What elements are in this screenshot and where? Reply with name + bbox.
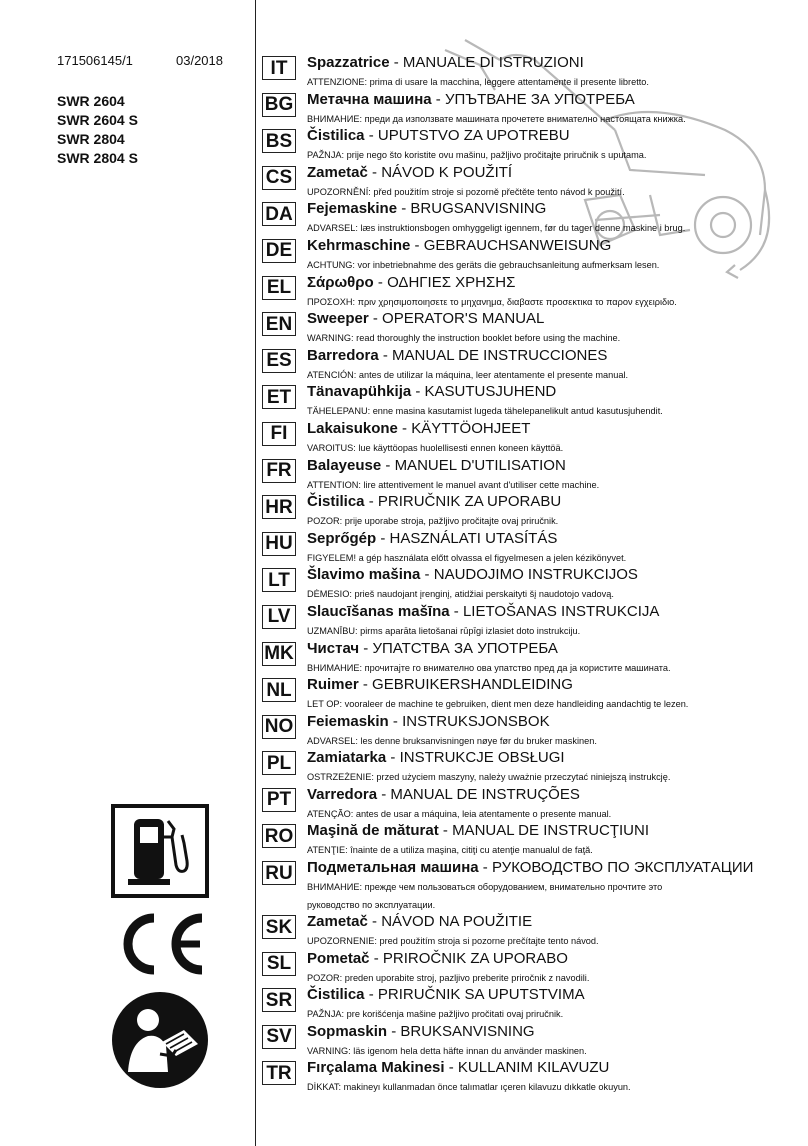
warning-text: OSTRZEŻENIE: przed użyciem maszyny, należy uważnie przeczytać niniejszą instrukcję. bbox=[307, 772, 671, 783]
language-code: CS bbox=[262, 166, 296, 190]
language-entry-mk bbox=[262, 640, 802, 677]
language-entry-nl bbox=[262, 676, 802, 713]
language-title-line: Balayeuse - MANUEL D'UTILISATION bbox=[307, 456, 566, 474]
machine-name: Pometač bbox=[307, 949, 370, 967]
machine-name: Ruimer bbox=[307, 676, 359, 694]
warning-text: POZOR: preden uporabite stroj, pazljivo preberite priročnik z navodili. bbox=[307, 972, 590, 983]
language-code: RU bbox=[262, 861, 296, 885]
machine-name: Seprőgép bbox=[307, 529, 377, 547]
ce-mark-icon bbox=[110, 908, 210, 980]
language-title-line: Čistilica - PRIRUČNIK SA UPUTSTVIMA bbox=[307, 986, 585, 1004]
warning-text: ATTENZIONE: prima di usare la macchina, leggere attentamente il presente libretto. bbox=[307, 77, 649, 87]
manual-title: PRIRUČNIK SA UPUTSTVIMA bbox=[377, 986, 585, 1004]
language-entry-de bbox=[262, 237, 802, 274]
machine-name: Метачна машина bbox=[307, 90, 432, 108]
machine-name: Kehrmaschine bbox=[307, 236, 411, 254]
manual-title: KÄYTTÖOHJEET bbox=[411, 419, 531, 437]
language-title-line: Sweeper - OPERATOR'S MANUAL bbox=[307, 310, 545, 328]
language-entry-lv bbox=[262, 603, 802, 640]
language-title-line: Čistilica - UPUTSTVO ZA UPOTREBU bbox=[307, 127, 570, 145]
manual-title: GEBRAUCHSANWEISUNG bbox=[423, 236, 612, 254]
language-title-line: Varredora - MANUAL DE INSTRUÇÕES bbox=[307, 785, 580, 803]
language-title-line: Pometač - PRIROČNIK ZA UPORABO bbox=[307, 949, 568, 967]
manual-title: LIETOŠANAS INSTRUKCIJA bbox=[462, 602, 660, 620]
language-title-line: Σάρωθρο - ΟΔΗΓΙΕΣ ΧΡΗΣΗΣ bbox=[307, 273, 516, 291]
language-entry-sv bbox=[262, 1023, 802, 1060]
language-title-line: Čistilica - PRIRUČNIK ZA UPORABU bbox=[307, 493, 562, 511]
model-name: SWR 2804 S bbox=[57, 150, 138, 166]
language-code: SK bbox=[262, 915, 296, 939]
warning-text: ATTENTION: lire attentivement le manuel avant d'utiliser cette machine. bbox=[307, 479, 600, 490]
model-list bbox=[57, 92, 138, 168]
manual-title: УПАТСТВА ЗА УПОТРЕБА bbox=[372, 639, 558, 657]
machine-name: Fırçalama Makinesi bbox=[307, 1059, 445, 1077]
warning-text: UZMANĪBU: pirms aparāta lietošanai rūpīgi izlasiet doto instrukciju. bbox=[307, 625, 581, 636]
machine-name: Barredora bbox=[307, 346, 379, 364]
machine-name: Zametač bbox=[307, 163, 368, 181]
fuel-pump-icon bbox=[110, 803, 210, 899]
language-title-line: Spazzatrice - MANUALE DI ISTRUZIONI bbox=[307, 54, 584, 71]
document-number: 171506145/1 bbox=[57, 53, 133, 68]
language-entry-el bbox=[262, 274, 802, 311]
machine-name: Slaucīšanas mašīna bbox=[307, 602, 450, 620]
warning-text: ACHTUNG: vor inbetriebnahme des geräts die gebrauchsanleitung aufmerksam lesen. bbox=[307, 259, 660, 270]
warning-text: ВНИМАНИЕ: преди да използвате машината прочетете внимателно настоящата книжка. bbox=[307, 113, 686, 124]
manual-title: PRIROČNIK ZA UPORABO bbox=[382, 949, 568, 967]
machine-name: Sweeper bbox=[307, 310, 369, 328]
read-manual-icon bbox=[110, 990, 210, 1090]
machine-name: Lakaisukone bbox=[307, 419, 398, 437]
warning-text: FIGYELEM! a gép használata előtt olvassa el figyelmesen a jelen kézikönyvet. bbox=[307, 552, 627, 563]
language-entry-sk bbox=[262, 913, 802, 950]
language-code: MK bbox=[262, 642, 296, 666]
language-entry-cs bbox=[262, 164, 802, 201]
language-entry-fi bbox=[262, 420, 802, 457]
language-title-line: Подметальная машина - РУКОВОДСТВО ПО ЭКСПЛУАТАЦИИ bbox=[307, 859, 754, 877]
manual-title: KASUTUSJUHEND bbox=[424, 383, 557, 401]
language-title-line: Zametač - NÁVOD K POUŽITÍ bbox=[307, 163, 513, 181]
language-code: TR bbox=[262, 1061, 296, 1085]
language-entry-bs bbox=[262, 127, 802, 164]
warning-text: ATENCIÓN: antes de utilizar la máquina, leer atentamente el presente manual. bbox=[307, 369, 629, 380]
language-entry-hu bbox=[262, 530, 802, 567]
language-code: HR bbox=[262, 495, 296, 519]
language-title-line: Zametač - NÁVOD NA POUŽITIE bbox=[307, 913, 533, 931]
machine-name: Sopmaskin bbox=[307, 1022, 388, 1040]
manual-title: NÁVOD NA POUŽITIE bbox=[381, 913, 533, 931]
model-name: SWR 2604 bbox=[57, 93, 125, 109]
language-entry-ro bbox=[262, 822, 802, 859]
machine-name: Varredora bbox=[307, 785, 378, 803]
manual-title: INSTRUKSJONSBOK bbox=[402, 712, 550, 730]
language-list bbox=[262, 54, 802, 1096]
manual-title: PRIRUČNIK ZA UPORABU bbox=[377, 493, 562, 511]
machine-name: Čistilica bbox=[307, 127, 365, 145]
language-entry-bg bbox=[262, 91, 802, 128]
warning-text: ВНИМАНИЕ: прежде чем пользоваться оборудованием, внимательно прочтите это bbox=[307, 882, 663, 893]
machine-name: Σάρωθρο bbox=[307, 273, 374, 291]
language-code: HU bbox=[262, 532, 296, 556]
warning-text: VAROITUS: lue käyttöopas huolellisesti ennen koneen käyttöä. bbox=[307, 442, 564, 453]
language-entry-es bbox=[262, 347, 802, 384]
language-code: BS bbox=[262, 129, 296, 153]
manual-title: УПЪТВАНЕ ЗА УПОТРЕБА bbox=[444, 90, 635, 108]
warning-text: DİKKAT: makineyı kullanmadan önce talımatlar ıçeren kilavuzu dıkkatle okuyun. bbox=[307, 1082, 631, 1093]
machine-name: Feiemaskin bbox=[307, 712, 389, 730]
language-title-line: Šlavimo mašina - NAUDOJIMO INSTRUKCIJOS bbox=[307, 566, 638, 584]
warning-text: ADVARSEL: læs instruktionsbogen omhyggeligt igennem, før du tager denne maskine i brug. bbox=[307, 223, 686, 234]
language-code: EN bbox=[262, 312, 296, 336]
language-entry-pt bbox=[262, 786, 802, 823]
manual-title: MANUALE DI ISTRUZIONI bbox=[402, 54, 584, 71]
model-name: SWR 2604 S bbox=[57, 112, 138, 128]
manual-title: HASZNÁLATI UTASÍTÁS bbox=[389, 529, 558, 547]
language-entry-hr bbox=[262, 493, 802, 530]
language-code: ES bbox=[262, 349, 296, 373]
warning-text: ADVARSEL: les denne bruksanvisningen nøye før du bruker maskinen. bbox=[307, 735, 597, 746]
manual-title: ΟΔΗΓΙΕΣ ΧΡΗΣΗΣ bbox=[387, 273, 516, 291]
machine-name: Чистач bbox=[307, 639, 360, 657]
warning-text: UPOZORNĚNÍ: před použitím stroje si pozorně přečtěte tento návod k použití. bbox=[307, 186, 625, 197]
language-title-line: Lakaisukone - KÄYTTÖOHJEET bbox=[307, 419, 531, 437]
language-entry-lt bbox=[262, 566, 802, 603]
manual-title: NAUDOJIMO INSTRUKCIJOS bbox=[433, 566, 638, 584]
language-code: EL bbox=[262, 276, 296, 300]
language-code: DE bbox=[262, 239, 296, 263]
manual-title: NÁVOD K POUŽITÍ bbox=[381, 163, 513, 181]
warning-text: ВНИМАНИЕ: прочитајте го внимателно ова упатство пред да ја користите машината. bbox=[307, 662, 671, 673]
language-title-line: Fejemaskine - BRUGSANVISNING bbox=[307, 200, 547, 218]
warning-text: UPOZORNENIE: pred použitím stroja si pozorne prečítajte tento návod. bbox=[307, 936, 599, 947]
machine-name: Zametač bbox=[307, 913, 368, 931]
manual-title: BRUGSANVISNING bbox=[410, 200, 547, 218]
language-code: PL bbox=[262, 751, 296, 775]
language-code: PT bbox=[262, 788, 296, 812]
language-code: LT bbox=[262, 568, 296, 592]
machine-name: Подметальная машина bbox=[307, 859, 479, 877]
warning-text-continued: руководство по эксплуатации. bbox=[307, 900, 436, 911]
language-code: NL bbox=[262, 678, 296, 702]
language-code: IT bbox=[262, 56, 296, 80]
language-code: DA bbox=[262, 202, 296, 226]
warning-text: POZOR: prije uporabe stroja, pažljivo pročitajte ovaj priručnik. bbox=[307, 516, 559, 527]
machine-name: Spazzatrice bbox=[307, 54, 390, 71]
language-entry-sr bbox=[262, 986, 802, 1023]
manual-title: GEBRUIKERSHANDLEIDING bbox=[372, 676, 573, 694]
language-title-line: Maşină de măturat - MANUAL DE INSTRUCŢIUNI bbox=[307, 822, 650, 840]
machine-name: Fejemaskine bbox=[307, 200, 398, 218]
language-title-line: Fırçalama Makinesi - KULLANIM KILAVUZU bbox=[307, 1059, 610, 1077]
manual-title: INSTRUKCJE OBSŁUGI bbox=[399, 749, 565, 767]
column-divider bbox=[255, 0, 256, 1146]
machine-name: Čistilica bbox=[307, 986, 365, 1004]
warning-text: VARNING: läs igenom hela detta häfte innan du använder maskinen. bbox=[307, 1045, 587, 1056]
language-entry-et bbox=[262, 383, 802, 420]
warning-text: WARNING: read thoroughly the instruction booklet before using the machine. bbox=[307, 333, 621, 344]
warning-text: ATENÇÃO: antes de usar a máquina, leia atentamente o presente manual. bbox=[307, 808, 612, 819]
manual-title: MANUAL DE INSTRUÇÕES bbox=[390, 785, 580, 803]
machine-name: Balayeuse bbox=[307, 456, 382, 474]
language-entry-tr bbox=[262, 1059, 802, 1096]
machine-name: Zamiatarka bbox=[307, 749, 387, 767]
language-title-line: Feiemaskin - INSTRUKSJONSBOK bbox=[307, 712, 550, 730]
language-title-line: Kehrmaschine - GEBRAUCHSANWEISUNG bbox=[307, 236, 612, 254]
manual-title: BRUKSANVISNING bbox=[400, 1022, 535, 1040]
language-code: FR bbox=[262, 459, 296, 483]
manual-title: KULLANIM KILAVUZU bbox=[457, 1059, 610, 1077]
language-title-line: Ruimer - GEBRUIKERSHANDLEIDING bbox=[307, 676, 573, 694]
language-entry-sl bbox=[262, 950, 802, 987]
document-date: 03/2018 bbox=[176, 53, 223, 68]
manual-title: UPUTSTVO ZA UPOTREBU bbox=[377, 127, 570, 145]
language-entry-fr bbox=[262, 457, 802, 494]
language-title-line: Zamiatarka - INSTRUKCJE OBSŁUGI bbox=[307, 749, 565, 767]
language-entry-en bbox=[262, 310, 802, 347]
warning-text: TÄHELEPANU: enne masina kasutamist lugeda tähelepanelikult antud kasutusjuhendit. bbox=[307, 406, 663, 417]
machine-name: Maşină de măturat bbox=[307, 822, 439, 840]
language-entry-ru bbox=[262, 859, 802, 913]
language-title-line: Seprőgép - HASZNÁLATI UTASÍTÁS bbox=[307, 529, 558, 547]
language-code: FI bbox=[262, 422, 296, 446]
machine-name: Čistilica bbox=[307, 493, 365, 511]
language-code: BG bbox=[262, 93, 296, 117]
manual-title: РУКОВОДСТВО ПО ЭКСПЛУАТАЦИИ bbox=[491, 859, 754, 877]
language-code: SV bbox=[262, 1025, 296, 1049]
language-title-line: Метачна машина - УПЪТВАНЕ ЗА УПОТРЕБА bbox=[307, 90, 635, 108]
language-code: LV bbox=[262, 605, 296, 629]
warning-text: PAŽNJA: pre korišćenja mašine pažljivo pročitati ovaj priručnik. bbox=[307, 1009, 564, 1020]
language-title-line: Slaucīšanas mašīna - LIETOŠANAS INSTRUKCIJA bbox=[307, 602, 660, 620]
manual-title: MANUAL DE INSTRUCŢIUNI bbox=[452, 822, 650, 840]
warning-text: LET OP: vooraleer de machine te gebruiken, dient men deze handleiding aandachtig te lezen. bbox=[307, 699, 689, 710]
warning-text: ATENŢIE: înainte de a utiliza maşina, citiţi cu atenţie manualul de faţă. bbox=[307, 845, 593, 856]
language-code: SL bbox=[262, 952, 296, 976]
language-title-line: Barredora - MANUAL DE INSTRUCCIONES bbox=[307, 346, 608, 364]
language-title-line: Sopmaskin - BRUKSANVISNING bbox=[307, 1022, 535, 1040]
language-title-line: Tänavapühkija - KASUTUSJUHEND bbox=[307, 383, 557, 401]
language-entry-it bbox=[262, 54, 802, 91]
warning-text: ΠΡΟΣΟΧΗ: πριν χρησιμοποιησετε το μηχανημα, διαβαστε προσεκτικα το παρον εγχειριδιο. bbox=[307, 296, 677, 307]
machine-name: Šlavimo mašina bbox=[307, 566, 421, 584]
manual-title: MANUEL D'UTILISATION bbox=[394, 456, 566, 474]
language-entry-da bbox=[262, 200, 802, 237]
machine-name: Tänavapühkija bbox=[307, 383, 412, 401]
warning-text: PAŽNJA: prije nego što koristite ovu mašinu, pažljivo pročitajte priručnik s uputama. bbox=[307, 150, 647, 161]
language-code: SR bbox=[262, 988, 296, 1012]
language-title-line: Чистач - УПАТСТВА ЗА УПОТРЕБА bbox=[307, 639, 558, 657]
warning-text: DĖMESIO: prieš naudojant įrenginį, atidžiai perskaityti šį naudotojo vadovą. bbox=[307, 589, 614, 600]
language-code: NO bbox=[262, 715, 296, 739]
language-entry-pl bbox=[262, 749, 802, 786]
model-name: SWR 2804 bbox=[57, 131, 125, 147]
manual-title: MANUAL DE INSTRUCCIONES bbox=[392, 346, 608, 364]
language-entry-no bbox=[262, 713, 802, 750]
language-code: RO bbox=[262, 824, 296, 848]
manual-title: OPERATOR'S MANUAL bbox=[382, 310, 545, 328]
language-code: ET bbox=[262, 385, 296, 409]
